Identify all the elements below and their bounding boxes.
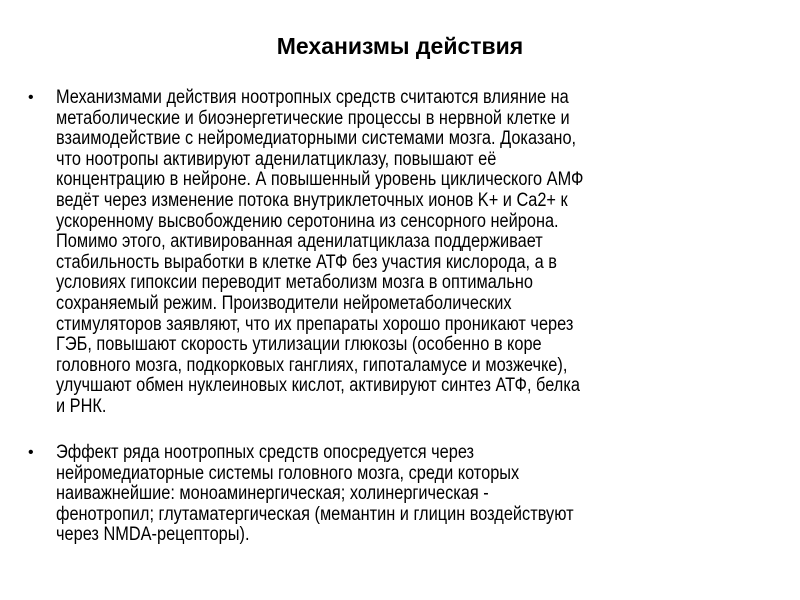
text-line: стимуляторов заявляют, что их препараты хорошо проникают через [56, 313, 574, 335]
text-line: стабильность выработки в клетке АТФ без участия кислорода, а в [56, 251, 557, 273]
slide-title: Механизмы действия [276, 33, 524, 59]
text-line: фенотропил; глутаматергическая (мемантин и глицин воздействуют [56, 503, 574, 525]
text-line: метаболические и биоэнергетические процессы в нервной клетке и [56, 107, 570, 129]
text-line: ускоренному высвобождению серотонина из сенсорного нейрона. [56, 210, 559, 232]
text-line: сохраняемый режим. Производители нейрометаболических [56, 292, 512, 314]
text-line: Эффект ряда ноотропных средств опосредуется через [56, 442, 475, 463]
bullet-text [56, 88, 583, 418]
text-line: и РНК. [56, 395, 107, 417]
text-line: нейромедиаторные системы головного мозга, среди которых [56, 462, 520, 484]
text-line: концентрацию в нейроне. А повышенный уровень циклического АМФ [56, 169, 584, 191]
text-line: через NMDA-рецепторы). [56, 524, 250, 546]
bullet-icon: • [28, 89, 34, 106]
text-line: условиях гипоксии переводит метаболизм мозга в оптимально [56, 272, 533, 294]
text-line: Механизмами действия ноотропных средств считаются влияние на [56, 87, 569, 108]
text-line: ведёт через изменение потока внутриклеточных ионов K+ и Ca2+ к [56, 189, 568, 211]
text-line: наиважнейшие: моноаминергическая; холинергическая - [56, 483, 489, 505]
text-line: улучшают обмен нуклеиновых кислот, активируют синтез АТФ, белка [56, 375, 580, 397]
text-line: взаимодействие с нейромедиаторными системами мозга. Доказано, [56, 128, 577, 150]
bullet-icon: • [28, 444, 34, 461]
bullet-text [56, 443, 574, 546]
text-line: что ноотропы активируют аденилатциклазу, повышают её [56, 148, 497, 170]
text-line: Помимо этого, активированная аденилатциклаза поддерживает [56, 231, 543, 253]
text-line: головного мозга, подкорковых ганглиях, гипоталамусе и мозжечке), [56, 354, 568, 376]
text-line: ГЭБ, повышают скорость утилизации глюкозы (особенно в коре [56, 334, 542, 356]
